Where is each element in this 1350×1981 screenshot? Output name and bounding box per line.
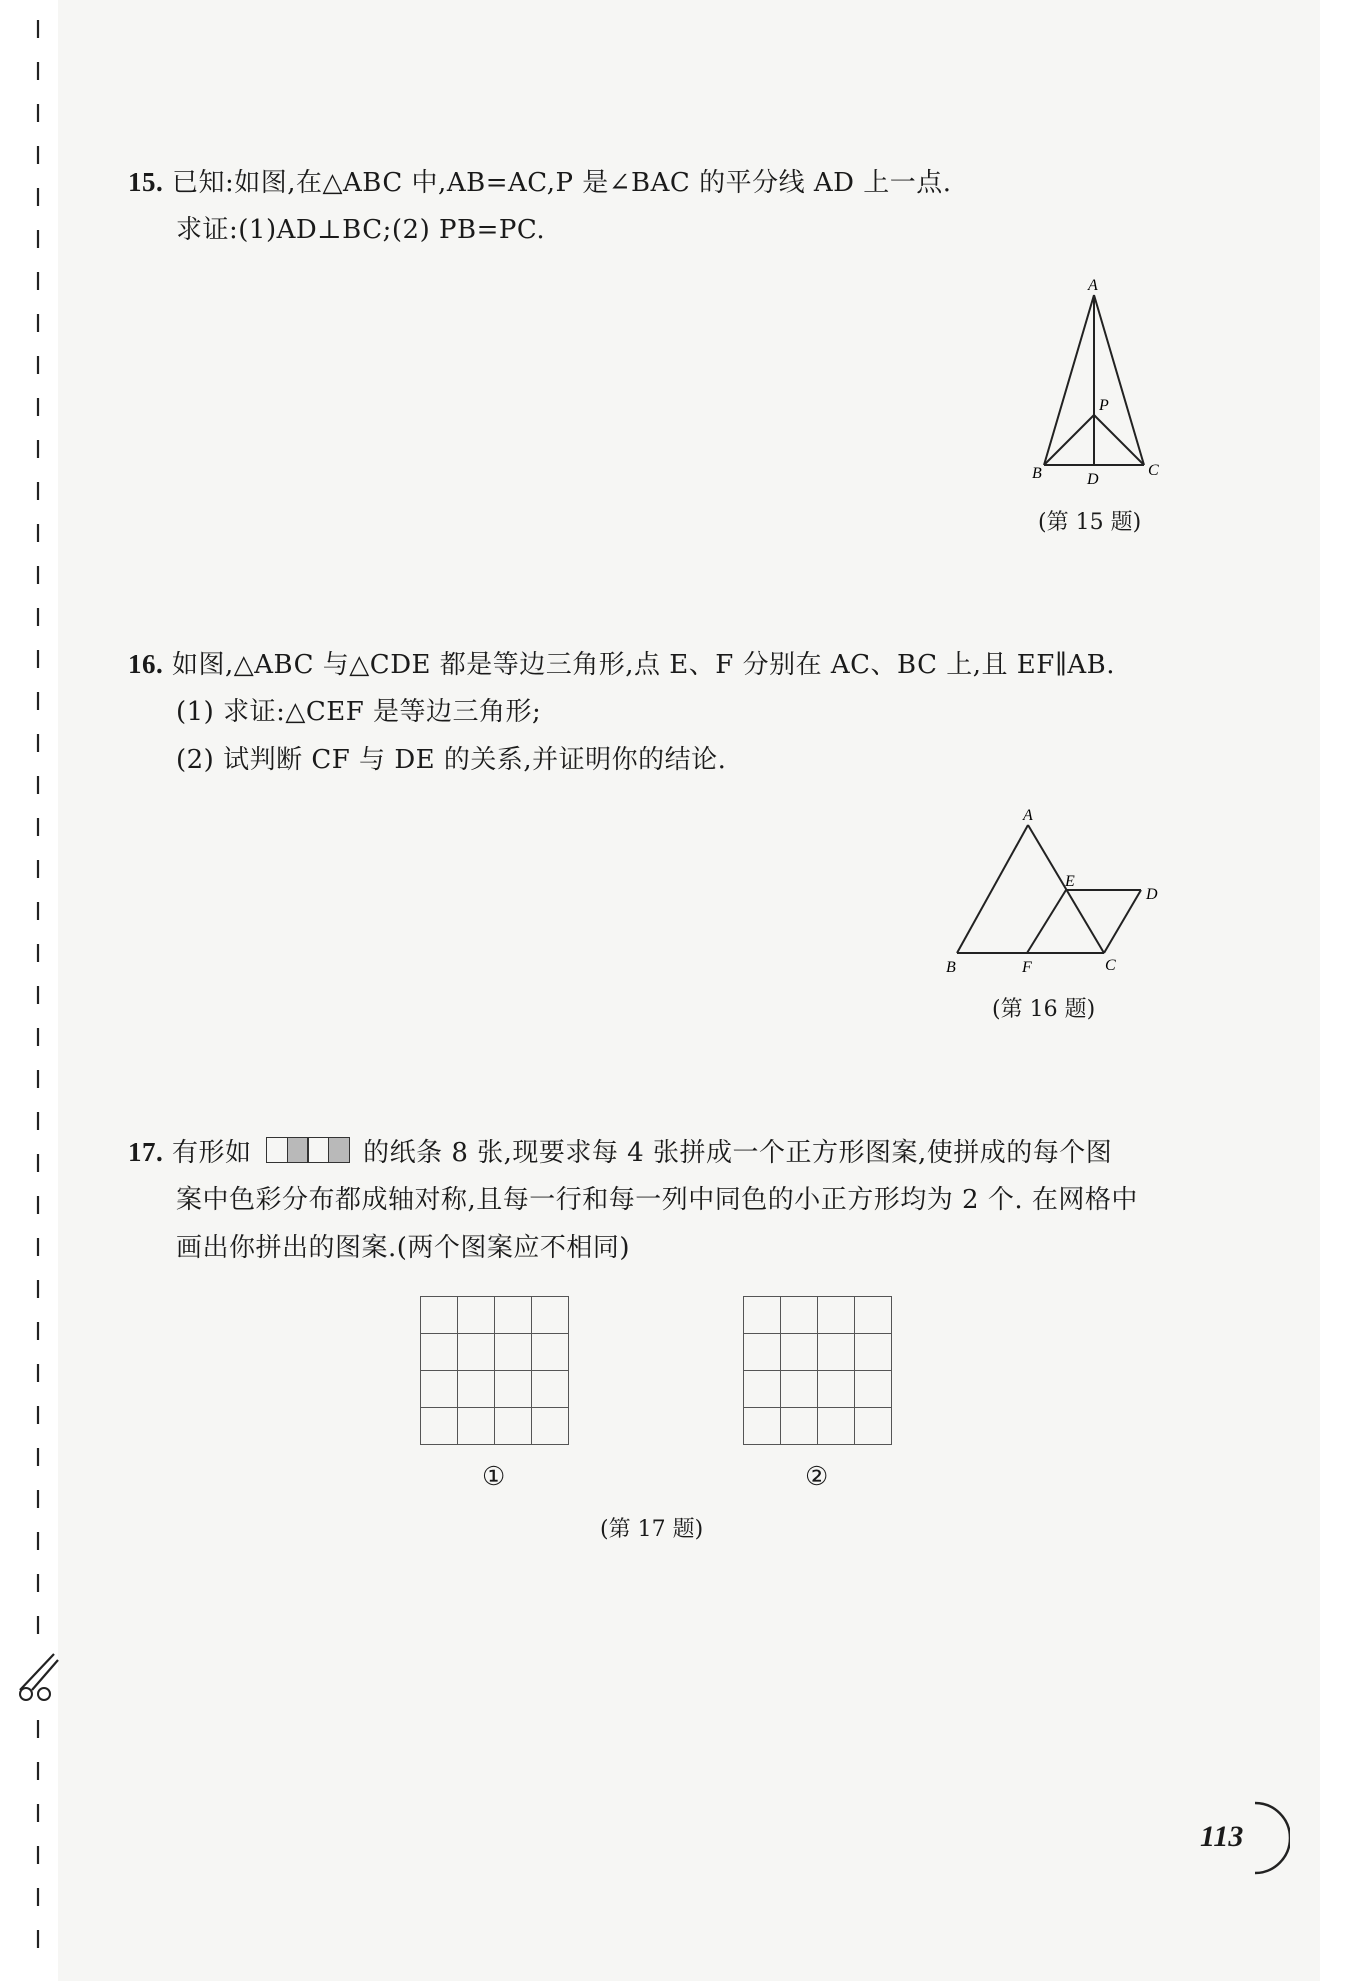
grid-cell[interactable] xyxy=(818,1297,855,1334)
q15-statement xyxy=(128,165,952,200)
grid-label-1: ① xyxy=(482,1462,506,1492)
paper-strip-icon xyxy=(266,1137,348,1172)
q16-number: 16. xyxy=(128,649,164,679)
grid-cell[interactable] xyxy=(855,1371,892,1408)
q16-statement xyxy=(128,647,1115,682)
grid-cell[interactable] xyxy=(818,1334,855,1371)
q17-statement xyxy=(128,1135,1112,1172)
q17-text-line1-post: 的纸条 8 张,现要求每 4 张拼成一个正方形图案,使拼成的每个图 xyxy=(363,1138,1113,1168)
grid-cell[interactable] xyxy=(532,1371,569,1408)
q16-text-line1: 如图,△ABC 与△CDE 都是等边三角形,点 E、F 分别在 AC、BC 上,且 EF∥AB. xyxy=(172,650,1115,680)
grid-label-2: ② xyxy=(805,1462,829,1492)
grid-cell[interactable] xyxy=(744,1334,781,1371)
q17-caption: (第 17 题) xyxy=(600,1517,704,1542)
grid-cell[interactable] xyxy=(781,1371,818,1408)
page-number: 113 xyxy=(1200,1820,1244,1853)
q17-number: 17. xyxy=(128,1137,164,1167)
q16-text-line3: (2) 试判断 CF 与 DE 的关系,并证明你的结论. xyxy=(176,745,727,775)
q15-label-b: B xyxy=(1032,465,1042,482)
grid-cell[interactable] xyxy=(855,1408,892,1445)
q16-label-b: B xyxy=(946,959,956,976)
q16-label-e: E xyxy=(1065,873,1075,890)
grid-cell[interactable] xyxy=(495,1297,532,1334)
q16-label-a: A xyxy=(1023,807,1033,824)
grid-cell[interactable] xyxy=(458,1334,495,1371)
grid-cell[interactable] xyxy=(532,1408,569,1445)
q15-text-line2: 求证:(1)AD⊥BC;(2) PB=PC. xyxy=(176,215,546,245)
q17-text-line1-pre: 有形如 xyxy=(172,1138,252,1168)
grid-cell[interactable] xyxy=(495,1334,532,1371)
q16-label-c: C xyxy=(1105,957,1116,974)
q15-caption: (第 15 题) xyxy=(1038,510,1142,535)
q17-text-line3: 画出你拼出的图案.(两个图案应不相同) xyxy=(176,1233,631,1263)
grid-cell[interactable] xyxy=(818,1371,855,1408)
grid-cell[interactable] xyxy=(495,1371,532,1408)
q17-text-line2: 案中色彩分布都成轴对称,且每一行和每一列中同色的小正方形均为 2 个. 在网格中 xyxy=(176,1185,1138,1215)
q15-number: 15. xyxy=(128,167,164,197)
grid-cell[interactable] xyxy=(781,1297,818,1334)
grid-cell[interactable] xyxy=(421,1297,458,1334)
q15-figure xyxy=(1020,275,1180,495)
grid-cell[interactable] xyxy=(744,1408,781,1445)
grid-cell[interactable] xyxy=(818,1408,855,1445)
answer-grid-2[interactable] xyxy=(743,1296,892,1445)
q15-text-line1: 已知:如图,在△ABC 中,AB=AC,P 是∠BAC 的平分线 AD 上一点. xyxy=(172,168,952,198)
scissors-icon xyxy=(14,1650,64,1702)
grid-cell[interactable] xyxy=(781,1334,818,1371)
answer-grid-1[interactable] xyxy=(420,1296,569,1445)
q16-label-f: F xyxy=(1022,959,1032,976)
q15-label-c: C xyxy=(1148,462,1159,479)
grid-cell[interactable] xyxy=(421,1371,458,1408)
grid-cell[interactable] xyxy=(458,1297,495,1334)
q16-figure xyxy=(940,800,1180,985)
grid-cell[interactable] xyxy=(458,1408,495,1445)
grid-cell[interactable] xyxy=(744,1371,781,1408)
grid-cell[interactable] xyxy=(495,1408,532,1445)
q15-label-a: A xyxy=(1088,277,1098,294)
page-number-arc xyxy=(1250,1798,1290,1878)
grid-cell[interactable] xyxy=(421,1334,458,1371)
q15-label-p: P xyxy=(1099,397,1109,414)
grid-cell[interactable] xyxy=(781,1408,818,1445)
grid-cell[interactable] xyxy=(421,1408,458,1445)
q16-label-d: D xyxy=(1146,886,1158,903)
grid-cell[interactable] xyxy=(458,1371,495,1408)
q15-label-d: D xyxy=(1087,471,1099,488)
grid-cell[interactable] xyxy=(855,1297,892,1334)
q16-text-line2: (1) 求证:△CEF 是等边三角形; xyxy=(176,697,542,727)
grid-cell[interactable] xyxy=(855,1334,892,1371)
grid-cell[interactable] xyxy=(532,1297,569,1334)
q16-caption: (第 16 题) xyxy=(992,997,1096,1022)
grid-cell[interactable] xyxy=(532,1334,569,1371)
grid-cell[interactable] xyxy=(744,1297,781,1334)
